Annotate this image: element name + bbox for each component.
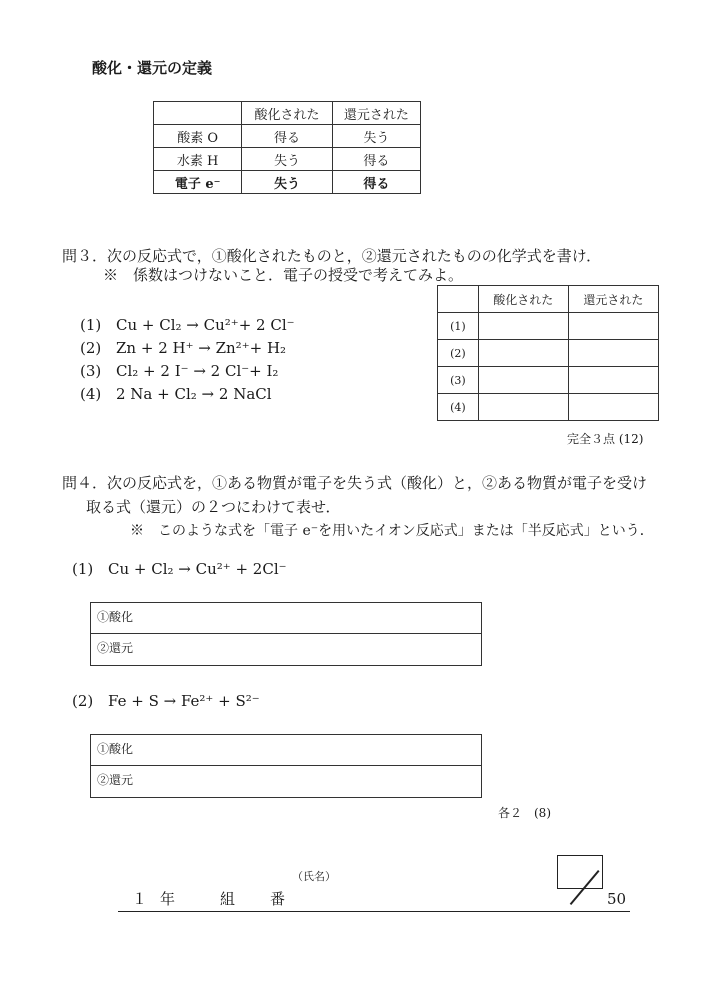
reaction-number: (3) bbox=[80, 362, 102, 380]
table-row bbox=[154, 125, 421, 148]
question-4-heading: 問４．次の反応式を，①ある物質が電子を失う式（酸化）と，②ある物質が電子を受け bbox=[62, 474, 648, 492]
table-cell: 失う bbox=[332, 125, 420, 148]
answer-box-2 bbox=[90, 734, 482, 798]
question-3-heading: 問３．次の反応式で，①酸化されたものと，②還元されたものの化学式を書け． bbox=[62, 247, 602, 265]
reaction-1 bbox=[80, 316, 295, 334]
answer-cell-reduced[interactable] bbox=[568, 367, 658, 394]
reaction-number: (1) bbox=[80, 316, 102, 334]
reaction-number: (4) bbox=[80, 385, 102, 403]
answer-cell-reduced[interactable] bbox=[568, 313, 658, 340]
header-cell: 酸化された bbox=[242, 102, 332, 125]
item-number: (2) bbox=[72, 692, 94, 710]
table-row bbox=[438, 394, 659, 421]
item-equation: Fe + S → Fe²⁺ + S²⁻ bbox=[108, 692, 260, 710]
question-3-note: ※ 係数はつけないこと．電子の授受で考えてみよ。 bbox=[103, 266, 464, 284]
oxidation-label: ①酸化 bbox=[97, 742, 134, 756]
q4-item-2 bbox=[72, 692, 260, 710]
answer-cell-reduced[interactable] bbox=[568, 394, 658, 421]
question-4-score: 各２ (8) bbox=[498, 806, 551, 820]
table-cell: 水素 H bbox=[154, 148, 242, 171]
table-row bbox=[438, 367, 659, 394]
reaction-2 bbox=[80, 339, 286, 357]
table-cell: 失う bbox=[242, 148, 332, 171]
answer-box-1 bbox=[90, 602, 482, 666]
header-cell bbox=[438, 286, 479, 313]
row-label: (2) bbox=[438, 340, 479, 367]
answer-table-header bbox=[438, 286, 659, 313]
table-row bbox=[154, 171, 421, 194]
question-4-heading-continued: 取る式（還元）の２つにわけて表せ． bbox=[86, 498, 341, 516]
answer-cell-reduced[interactable] bbox=[568, 340, 658, 367]
reaction-equation: Cu + Cl₂ → Cu²⁺+ 2 Cl⁻ bbox=[116, 316, 295, 334]
definition-table-header bbox=[154, 102, 421, 125]
total-score: 50 bbox=[607, 890, 627, 908]
table-row bbox=[438, 340, 659, 367]
name-label: （氏名） bbox=[292, 870, 336, 883]
reaction-3 bbox=[80, 362, 278, 380]
table-cell: 得る bbox=[332, 148, 420, 171]
header-cell: 還元された bbox=[332, 102, 420, 125]
name-underline bbox=[118, 911, 630, 912]
oxidation-answer-field[interactable] bbox=[91, 603, 481, 634]
page-title: 酸化・還元の定義 bbox=[92, 59, 213, 77]
answer-cell-oxidized[interactable] bbox=[478, 340, 568, 367]
table-cell: 電子 e⁻ bbox=[154, 171, 242, 194]
reduction-label: ②還元 bbox=[97, 773, 134, 787]
item-equation: Cu + Cl₂ → Cu²⁺ + 2Cl⁻ bbox=[108, 560, 287, 578]
question-4-note: ※ このような式を「電子 e⁻を用いたイオン反応式」または「半反応式」という． bbox=[130, 523, 654, 539]
reaction-4 bbox=[80, 385, 272, 403]
answer-cell-oxidized[interactable] bbox=[478, 313, 568, 340]
name-field[interactable] bbox=[300, 890, 550, 910]
question-3-score: 完全３点 (12) bbox=[567, 432, 644, 446]
table-row bbox=[154, 148, 421, 171]
table-cell: 失う bbox=[242, 171, 332, 194]
grade-label: 年 bbox=[160, 890, 176, 908]
header-cell bbox=[154, 102, 242, 125]
table-cell: 得る bbox=[332, 171, 420, 194]
header-cell: 還元された bbox=[568, 286, 658, 313]
table-row bbox=[438, 313, 659, 340]
item-number: (1) bbox=[72, 560, 94, 578]
oxidation-answer-field[interactable] bbox=[91, 735, 481, 766]
oxidation-label: ①酸化 bbox=[97, 610, 134, 624]
table-cell: 酸素 O bbox=[154, 125, 242, 148]
header-cell: 酸化された bbox=[478, 286, 568, 313]
answer-table bbox=[437, 285, 659, 421]
answer-cell-oxidized[interactable] bbox=[478, 394, 568, 421]
class-label: 組 bbox=[220, 890, 236, 908]
q4-item-1 bbox=[72, 560, 287, 578]
row-label: (3) bbox=[438, 367, 479, 394]
reduction-answer-field[interactable] bbox=[91, 766, 481, 797]
definition-table bbox=[153, 101, 421, 194]
row-label: (1) bbox=[438, 313, 479, 340]
answer-cell-oxidized[interactable] bbox=[478, 367, 568, 394]
reduction-answer-field[interactable] bbox=[91, 634, 481, 665]
grade-number: １ bbox=[132, 890, 148, 908]
reaction-number: (2) bbox=[80, 339, 102, 357]
row-label: (4) bbox=[438, 394, 479, 421]
table-cell: 得る bbox=[242, 125, 332, 148]
reaction-equation: Zn + 2 H⁺ → Zn²⁺+ H₂ bbox=[116, 339, 287, 357]
number-label: 番 bbox=[270, 890, 286, 908]
reduction-label: ②還元 bbox=[97, 641, 134, 655]
reaction-equation: 2 Na + Cl₂ → 2 NaCl bbox=[116, 385, 272, 403]
reaction-equation: Cl₂ + 2 I⁻ → 2 Cl⁻+ I₂ bbox=[116, 362, 279, 380]
